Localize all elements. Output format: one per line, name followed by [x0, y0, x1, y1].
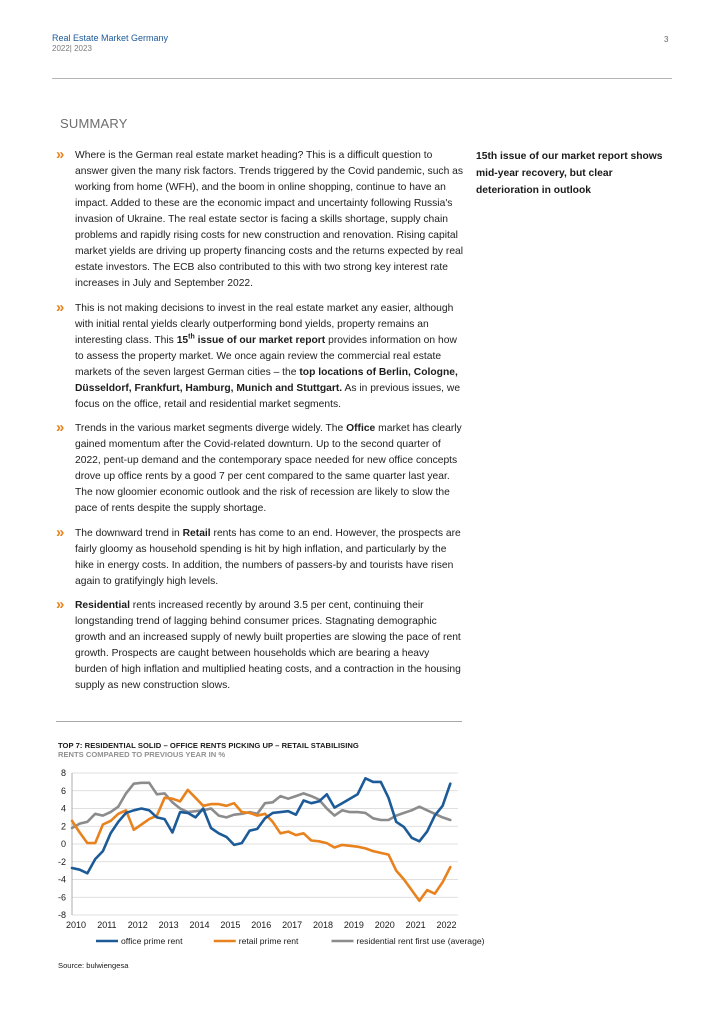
y-tick-label: -2 [57, 856, 66, 867]
x-tick-label: 2012 [127, 920, 148, 930]
paragraph-text: provides information on how to assess the property market. We once again review the commercial real estate markets of the seven largest German cities – the [75, 334, 457, 378]
rent-chart [56, 764, 485, 956]
paragraph-text: The downward trend in [75, 527, 183, 539]
paragraph-text: As in previous issues, we focus on the office, retail and residential market segments. [75, 382, 461, 410]
emphasis-text: top locations of Berlin, Cologne, Düsseldorf, Frankfurt, Hamburg, Munich and Stuttgart. [75, 366, 458, 394]
x-tick-label: 2018 [313, 920, 334, 930]
paragraph-text: Where is the German real estate market heading? This is a difficult question to answer given the many risk factors. Trends triggered by the Covid pandemic, such as working from home (WFH), and the boom in online shopping, continue to have an impact. Added to these are the economic impact and uncertainty following Russia's invasion of Ukraine. The real estate sector is facing a skills shortage, supply chain problems and rapidly rising costs for new construction and renovation. Rising capital market yields are driving up property financing costs and the returns expected by real estate investors. The ECB also contributed to this with two strong key interest rate increases in July and September 2022. [75, 150, 464, 289]
emphasis-text: 15 [176, 334, 189, 346]
x-tick-label: 2020 [374, 920, 395, 930]
y-tick-label: -8 [57, 910, 66, 920]
x-tick-label: 2010 [65, 920, 87, 930]
header-title: Real Estate Market Germany [52, 33, 169, 43]
emphasis-text: th [188, 333, 195, 341]
x-tick-label: 2015 [220, 920, 241, 930]
summary-paragraph [56, 523, 464, 590]
y-tick-label: 4 [60, 803, 66, 814]
summary-paragraph [56, 598, 464, 694]
x-tick-label: 2022 [436, 920, 457, 930]
figure-subtitle: RENTS COMPARED TO PREVIOUS YEAR IN % [58, 750, 226, 759]
series-line [72, 783, 450, 828]
x-tick-label: 2021 [405, 920, 426, 930]
chevron-bullet-icon: » [56, 596, 63, 613]
y-tick-label: 2 [60, 821, 66, 832]
summary-paragraph [56, 298, 464, 413]
x-tick-label: 2014 [189, 920, 210, 930]
summary-paragraph [56, 421, 464, 517]
paragraph-text: market has clearly gained momentum after the Covid-related downturn. Up to the second quarter of 2022, pent-up demand and the contemporary space needed for new office concepts drove up office rents by a good 7 per cent compared to the same quarter last year. The now gloomier economic outlook and the risk of recession are likely to slow the pace of rents despite the supply shortage. [75, 423, 462, 514]
chevron-bullet-icon: » [56, 146, 63, 163]
header-subtitle: 2022| 2023 [52, 44, 92, 53]
emphasis-text: Residential [75, 600, 130, 611]
y-tick-label: -4 [57, 874, 66, 885]
legend-label: retail prime rent [238, 936, 299, 946]
section-title: SUMMARY [60, 116, 128, 131]
header-divider [52, 78, 672, 79]
paragraph-text: rents increased recently by around 3.5 per cent, continuing their longstanding trend of lagging behind consumer prices. Stagnating demographic growth and an increased supply of newly built properties are slowing the pace of rent growth. Prospects are caught between households which are bearing a heavy burden of high inflation and multiplied heating costs, and a contraction in the housing supply as new construction slows. [75, 600, 461, 691]
x-tick-label: 2016 [251, 920, 272, 930]
chevron-bullet-icon: » [56, 298, 63, 316]
x-tick-label: 2013 [158, 920, 179, 930]
figure-divider [56, 721, 462, 722]
y-tick-label: -6 [57, 892, 66, 903]
chevron-bullet-icon: » [56, 419, 63, 436]
x-tick-label: 2011 [97, 920, 117, 930]
paragraph-text: Trends in the various market segments diverge widely. The [75, 423, 347, 434]
sidebar-note: 15th issue of our market report shows mid-year recovery, but clear deterioration in outlook [476, 151, 663, 196]
paragraph-text: rents has come to an end. However, the prospects are fairly gloomy as household spending is hit by high inflation, and particularly by the hike in energy costs. In addition, the numbers of passers-by and tourists have risen again to gratifyingly high levels. [75, 527, 461, 587]
legend-label: residential rent first use (average) [356, 936, 485, 946]
emphasis-text: Office [346, 423, 376, 434]
y-tick-label: 6 [60, 785, 66, 796]
x-tick-label: 2017 [282, 920, 303, 930]
chevron-bullet-icon: » [56, 523, 63, 541]
page-number: 3 [664, 35, 669, 44]
series-line [72, 778, 450, 873]
x-tick-label: 2019 [343, 920, 364, 930]
figure-source: Source: bulwiengesa [58, 961, 129, 970]
legend-label: office prime rent [121, 936, 183, 946]
summary-text-column [56, 148, 464, 703]
emphasis-text: Retail [182, 527, 211, 539]
figure-title: TOP 7: RESIDENTIAL SOLID – OFFICE RENTS PICKING UP – RETAIL STABILISING [58, 741, 359, 750]
emphasis-text: issue of our market report [194, 334, 326, 346]
paragraph-text: This is not making decisions to invest in the real estate market any easier, although with initial rental yields clearly outperforming bond yields, property remains an interesting class. This [75, 302, 454, 346]
y-tick-label: 0 [60, 839, 66, 849]
y-tick-label: 8 [60, 768, 66, 778]
summary-paragraph [56, 148, 464, 292]
